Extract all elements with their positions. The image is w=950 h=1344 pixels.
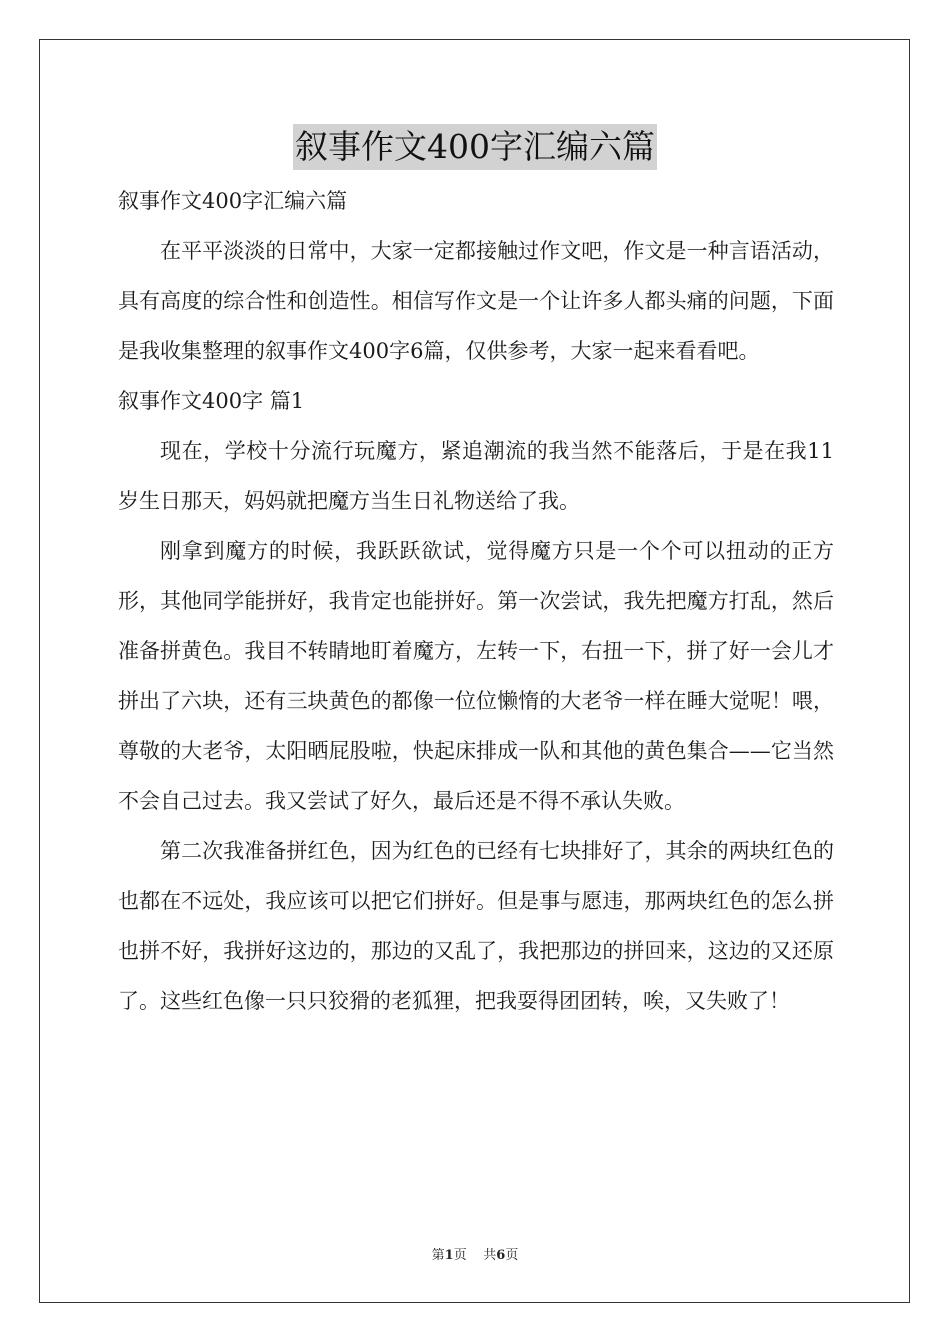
footer-page-prefix: 第 xyxy=(431,1248,445,1263)
body-paragraph-3: 第二次我准备拼红色，因为红色的已经有七块排好了，其余的两块红色的也都在不远处，我应该可以把它们拼好。但是事与愿违，那两块红色的怎么拼也拼不好，我拼好这边的，那边的又乱了，我把那边的拼回来，这边的又还原了。这些红色像一只只狡猾的老狐狸，把我耍得团团转，唉，又失败了！ xyxy=(118,839,834,1013)
footer-total-suffix: 页 xyxy=(505,1248,519,1263)
body-paragraph-1: 现在，学校十分流行玩魔方，紧追潮流的我当然不能落后，于是在我11岁生日那天，妈妈就把魔方当生日礼物送给了我。 xyxy=(118,439,834,513)
footer-page-mid: 页 xyxy=(453,1248,467,1263)
document-subtitle: 叙事作文400字汇编六篇 xyxy=(118,189,348,213)
page-footer xyxy=(0,1246,950,1266)
footer-page-current: 1 xyxy=(444,1248,454,1263)
footer-total-prefix: 共 xyxy=(483,1248,497,1263)
intro-paragraph: 在平平淡淡的日常中，大家一定都接触过作文吧，作文是一种言语活动，具有高度的综合性和创造性。相信写作文是一个让许多人都头痛的问题，下面是我收集整理的叙事作文400字6篇，仅供参考，大家一起来看看吧。 xyxy=(118,239,834,363)
document-title: 叙事作文400字汇编六篇 xyxy=(293,124,657,170)
footer-page-total: 6 xyxy=(496,1248,506,1263)
title-container xyxy=(0,124,950,170)
body-paragraph-2: 刚拿到魔方的时候，我跃跃欲试，觉得魔方只是一个个可以扭动的正方形，其他同学能拼好，我肯定也能拼好。第一次尝试，我先把魔方打乱，然后准备拼黄色。我目不转睛地盯着魔方，左转一下，右扭一下，拼了好一会儿才拼出了六块，还有三块黄色的都像一位位懒惰的大老爷一样在睡大觉呢！喂，尊敬的大老爷，太阳晒屁股啦，快起床排成一队和其他的黄色集合——它当然不会自己过去。我又尝试了好久，最后还是不得不承认失败。 xyxy=(118,539,834,813)
section-heading: 叙事作文400字 篇1 xyxy=(118,389,305,413)
document-body xyxy=(118,176,834,1026)
